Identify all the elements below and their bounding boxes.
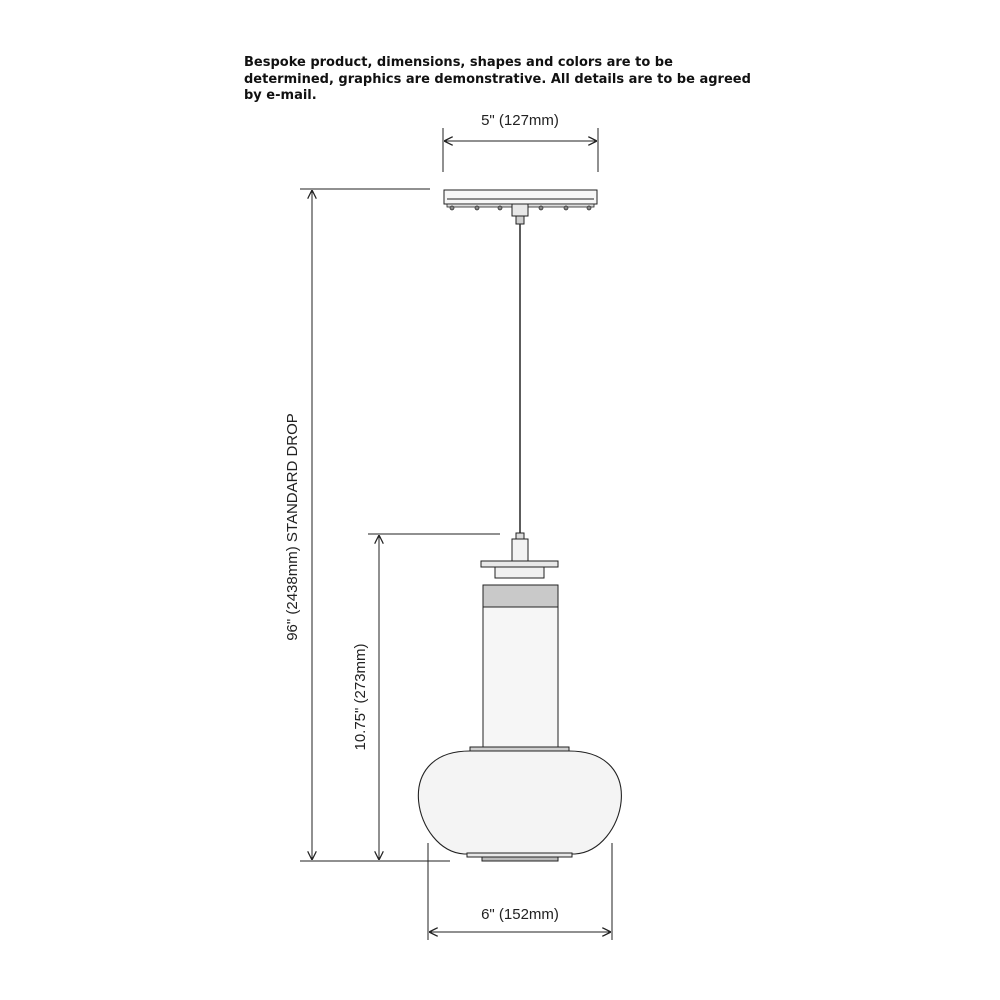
notice-line-2: determined, graphics are demonstrative. All details are to be agreed <box>244 71 751 87</box>
overall-drop-label: 96" (2438mm) STANDARD DROP <box>284 413 301 641</box>
pendant-fixture <box>418 533 621 861</box>
notice-line-1: Bespoke product, dimensions, shapes and colors are to be <box>244 55 673 70</box>
shade-width-label: 6" (152mm) <box>481 906 559 923</box>
notice-line-3: by e-mail. <box>244 88 317 103</box>
glass-shade <box>418 751 621 854</box>
overall-drop-dimension <box>284 189 450 861</box>
fixture-height-label: 10.75" (273mm) <box>352 643 369 751</box>
canopy-width-dimension <box>443 112 598 172</box>
canopy <box>444 190 597 224</box>
canopy-width-label: 5" (127mm) <box>481 112 559 129</box>
